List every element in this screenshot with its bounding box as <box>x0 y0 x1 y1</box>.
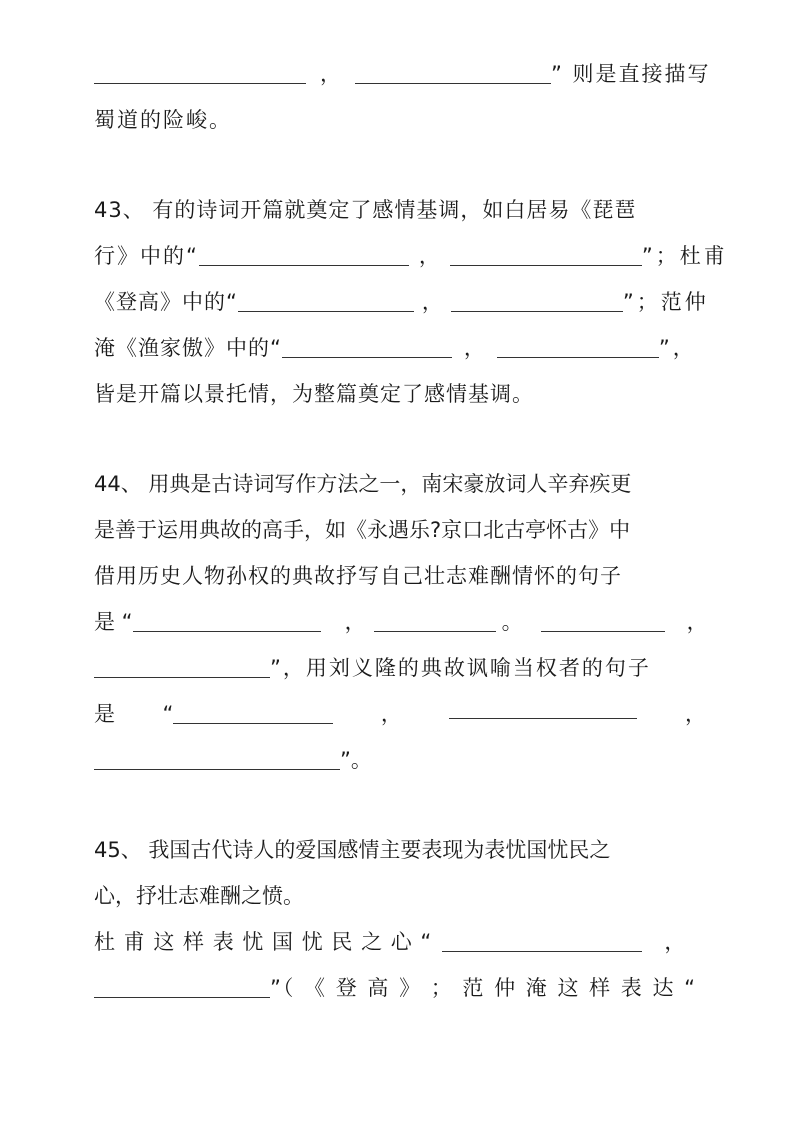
q45-line-4 <box>94 968 706 1008</box>
answer-blank[interactable] <box>449 694 637 719</box>
text-fragment: ”。 <box>340 748 372 772</box>
text-fragment: 行》中的“ <box>94 244 199 268</box>
answer-blank[interactable] <box>541 607 665 632</box>
answer-blank[interactable] <box>94 653 270 678</box>
punctuation: ， <box>418 244 440 268</box>
punctuation: ， <box>463 336 485 360</box>
punctuation: 。 <box>501 610 523 634</box>
text-fragment: ”；杜甫 <box>641 244 728 268</box>
text-fragment: 淹《渔家傲》中的“ <box>94 336 282 360</box>
q43-line-4 <box>94 328 706 368</box>
q43-line-1: 43、 有的诗词开篇就奠定了感情基调，如白居易《琵琶 <box>94 198 637 222</box>
punctuation: ， <box>344 610 366 634</box>
text-fragment: 《登高》中的“ <box>94 290 238 314</box>
q43-line-5: 皆是开篇以景托情，为整篇奠定了感情基调。 <box>94 382 534 406</box>
answer-blank[interactable] <box>133 607 321 632</box>
q42-line-1 <box>94 54 711 94</box>
q44-line-2: 是善于运用典故的高手，如《永遇乐?京口北古亭怀古》中 <box>94 518 631 542</box>
q45-line-3 <box>94 922 706 962</box>
q44-line-6 <box>94 694 706 734</box>
q43-line-3 <box>94 282 709 322</box>
q44-line-4 <box>94 602 706 642</box>
answer-blank[interactable] <box>94 59 306 84</box>
answer-blank[interactable] <box>355 59 551 84</box>
answer-blank[interactable] <box>451 287 623 312</box>
q45-line-2: 心，抒壮志难酬之愤。 <box>94 884 304 908</box>
text-fragment: ”， <box>658 336 697 360</box>
q43-line-2 <box>94 236 728 276</box>
punctuation: ， <box>664 930 686 954</box>
punctuation: ， <box>421 290 443 314</box>
punctuation: “ <box>162 702 174 726</box>
answer-blank[interactable] <box>94 745 340 770</box>
q42-line-2: 蜀道的险峻。 <box>94 108 232 132</box>
text-fragment: ”；范仲 <box>622 290 709 314</box>
answer-blank[interactable] <box>282 333 452 358</box>
text-fragment: 是 <box>94 702 115 726</box>
answer-blank[interactable] <box>450 241 642 266</box>
punctuation: ， <box>380 702 402 726</box>
q44-line-7 <box>94 740 706 780</box>
punctuation: ， <box>686 610 708 634</box>
q44-line-3: 借用历史人物孙权的典故抒写自己壮志难酬情怀的句子 <box>94 564 622 588</box>
answer-blank[interactable] <box>199 241 409 266</box>
punctuation: ， <box>684 702 706 726</box>
answer-blank[interactable] <box>173 699 333 724</box>
answer-blank[interactable] <box>238 287 414 312</box>
q45-line-1: 45、 我国古代诗人的爱国感情主要表现为表忧国忧民之 <box>94 838 611 862</box>
answer-blank[interactable] <box>497 333 659 358</box>
q44-line-1: 44、 用典是古诗词写作方法之一，南宋豪放词人辛弃疾更 <box>94 472 632 496</box>
punctuation: ， <box>320 62 341 86</box>
text-fragment: ”，用刘义隆的典故讽喻当权者的句子 <box>270 656 651 680</box>
answer-blank[interactable] <box>374 607 496 632</box>
text-fragment: 是 “ <box>94 610 133 634</box>
q44-line-5 <box>94 648 706 688</box>
answer-blank[interactable] <box>94 973 270 998</box>
text-fragment: ” 则是直接描写 <box>551 62 711 86</box>
text-fragment: ”（ 《 登 高 》 ； 范 仲 淹 这 样 表 达 “ <box>270 976 698 1000</box>
answer-blank[interactable] <box>442 927 642 952</box>
text-fragment: 杜 甫 这 样 表 忧 国 忧 民 之 心 “ <box>94 930 433 954</box>
